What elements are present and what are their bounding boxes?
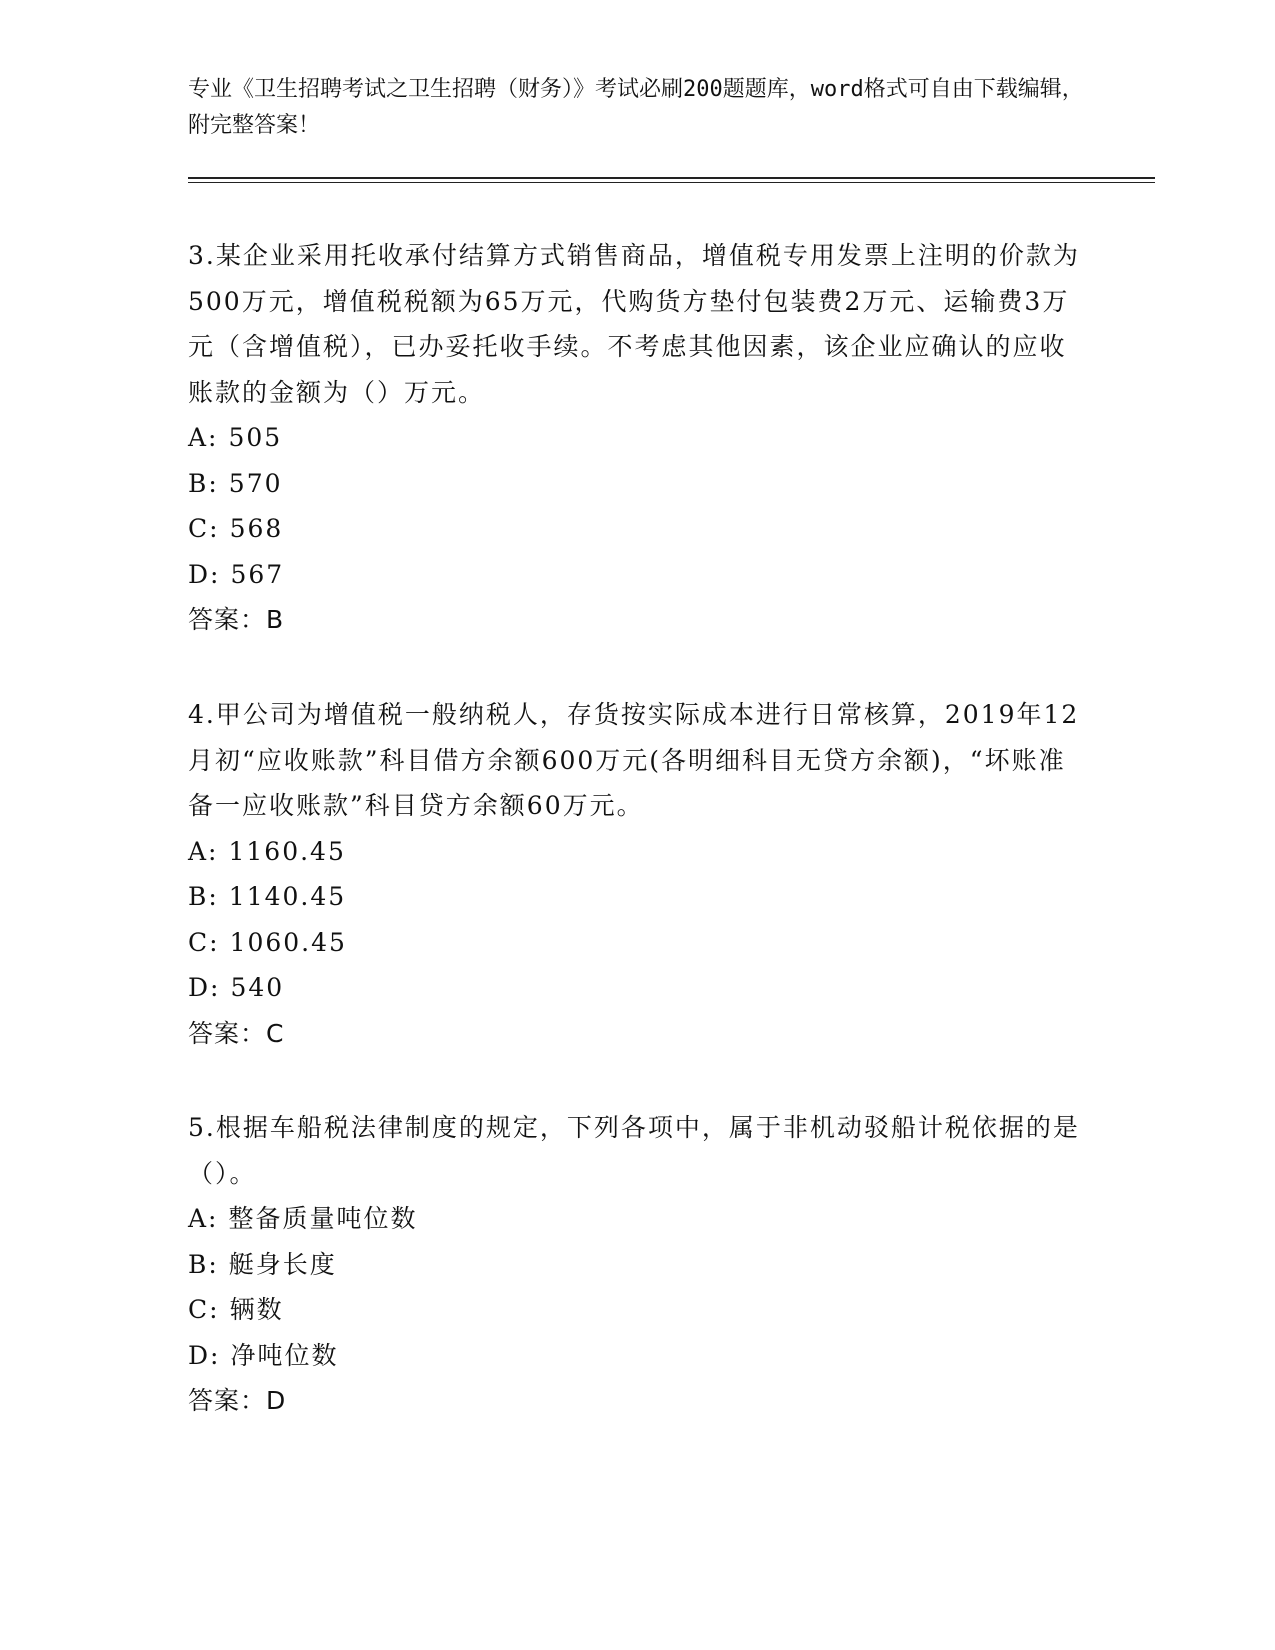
option-list (188, 829, 1088, 1011)
option-c (188, 1287, 1088, 1333)
option-d (188, 965, 1088, 1011)
option-b (188, 1242, 1088, 1288)
option-letter: A: (188, 423, 219, 452)
option-text: 567 (230, 559, 285, 589)
option-text: 整备质量吨位数 (228, 1204, 418, 1233)
question-stem: 3.某企业采用托收承付结算方式销售商品，增值税专用发票上注明的价款为500万元，增值税税额为65万元，代购货方垫付包装费2万元、运输费3万元（含增值税），已办妥托收手续。不考虑其他因素，该企业应确认的应收账款的金额为（）万元。 (188, 241, 1080, 407)
option-text: 568 (229, 514, 284, 543)
option-letter: A: (188, 1204, 219, 1233)
option-list (188, 1196, 1088, 1378)
option-text: 净吨位数 (230, 1340, 339, 1370)
option-text: 辆数 (229, 1295, 284, 1324)
option-letter: B: (188, 1249, 219, 1279)
header-divider-thick (188, 177, 1155, 179)
option-d (188, 552, 1088, 598)
option-text: 1140.45 (228, 882, 347, 911)
answer-line: 答案：C (188, 1018, 285, 1048)
answer-line: 答案：D (188, 1386, 287, 1415)
option-b (188, 461, 1088, 507)
option-letter: D: (188, 1340, 221, 1370)
header-divider-thin (188, 182, 1155, 183)
question-3 (188, 233, 1088, 643)
option-a (188, 1196, 1088, 1242)
option-list (188, 415, 1088, 597)
option-letter: B: (188, 882, 219, 911)
question-5 (188, 1105, 1088, 1424)
option-a (188, 829, 1088, 875)
option-letter: D: (188, 559, 221, 589)
option-b (188, 874, 1088, 920)
question-stem: 4.甲公司为增值税一般纳税人，存货按实际成本进行日常核算，2019年12月初“应收账款”科目借方余额600万元(各明细科目无贷方余额)，“坏账准备一应收账款”科目贷方余额60万元。 (188, 700, 1080, 820)
option-c (188, 920, 1088, 966)
option-letter: D: (188, 973, 221, 1002)
option-text: 505 (228, 423, 283, 452)
document-header: 专业《卫生招聘考试之卫生招聘（财务）》考试必刷200题题库，word格式可自由下载编辑，附完整答案！ (188, 77, 1084, 138)
option-letter: C: (188, 927, 220, 957)
question-4 (188, 692, 1088, 1056)
option-text: 540 (230, 973, 285, 1002)
answer-line: 答案：B (188, 605, 285, 634)
option-text: 1160.45 (228, 836, 346, 866)
question-stem: 5.根据车船税法律制度的规定，下列各项中，属于非机动驳船计税依据的是（）。 (188, 1113, 1080, 1188)
option-letter: A: (188, 836, 219, 866)
option-text: 570 (228, 468, 283, 498)
option-a (188, 415, 1088, 461)
option-letter: C: (188, 1295, 220, 1324)
option-d (188, 1333, 1088, 1379)
option-letter: B: (188, 468, 219, 498)
option-letter: C: (188, 514, 220, 543)
option-text: 艇身长度 (228, 1249, 337, 1279)
option-c (188, 506, 1088, 552)
option-text: 1060.45 (229, 927, 347, 957)
